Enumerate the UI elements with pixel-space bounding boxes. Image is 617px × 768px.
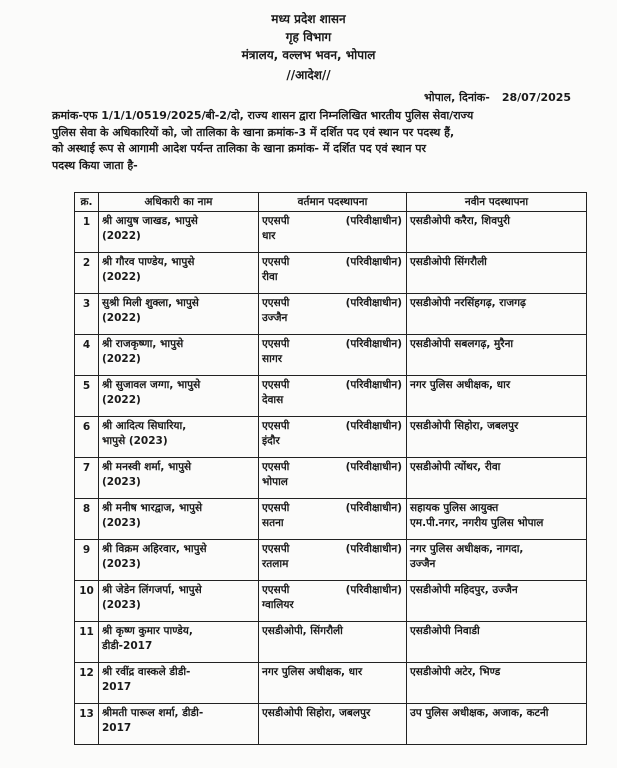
current-post: एएसपी (262, 297, 290, 309)
current-posting-cell (259, 212, 407, 253)
officer-service-year: (2023) (102, 476, 141, 488)
serial-number (75, 376, 99, 417)
new-posting-cell (407, 540, 587, 581)
serial-number (75, 417, 99, 458)
current-location: भोपाल (262, 476, 288, 488)
officer-name: श्री जेडेन लिंगजर्पा, भापुसे (102, 584, 202, 596)
new-post: नगर पुलिस अधीक्षक, धार (410, 379, 511, 391)
officer-name: श्री सुजावल जग्गा, भापुसे (102, 379, 201, 391)
serial-number-text: 4 (82, 339, 91, 351)
officer-name-cell (99, 294, 259, 335)
probation-note: (परिवीक्षाधीन) (345, 215, 402, 227)
probation-note: (परिवीक्षाधीन) (345, 502, 402, 514)
officer-name-cell (99, 376, 259, 417)
officer-name: श्री रवींद्र वास्कले डीडी- (102, 666, 191, 678)
current-posting-cell (259, 458, 407, 499)
serial-number (75, 253, 99, 294)
officer-name: श्रीमती पारूल शर्मा, डीडी- (102, 707, 204, 719)
new-post-location: एम.पी.नगर, नगरीय पुलिस भोपाल (410, 517, 544, 529)
officer-name: श्री विक्रम अहिरवार, भापुसे (102, 543, 207, 555)
serial-number (75, 458, 99, 499)
table-row (75, 253, 587, 294)
serial-number (75, 663, 99, 704)
current-location: धार (262, 230, 276, 242)
officer-name: श्री मनस्वी शर्मा, भापुसे (102, 461, 192, 473)
new-post: एसडीओपी सिहोरा, जबलपुर (410, 420, 519, 432)
new-posting-cell (407, 294, 587, 335)
new-posting-cell (407, 212, 587, 253)
new-post: एसडीओपी नरसिंहगढ़, राजगढ़ (410, 297, 526, 309)
serial-number-text: 7 (82, 462, 91, 474)
current-post: एसडीओपी सिहोरा, जबलपुर (262, 707, 371, 719)
serial-number (75, 212, 99, 253)
officer-name: श्री गौरव पाण्डेय, भापुसे (102, 256, 195, 268)
probation-note: (परिवीक्षाधीन) (345, 461, 402, 473)
table-row (75, 704, 587, 745)
new-post: एसडीओपी सबलगढ़, मुरैना (410, 338, 514, 350)
current-posting-cell (259, 663, 407, 704)
current-posting-cell (259, 376, 407, 417)
header-officer-name: अधिकारी का नाम (99, 193, 259, 212)
probation-note: (परिवीक्षाधीन) (345, 338, 402, 350)
serial-number (75, 704, 99, 745)
new-posting-cell (407, 253, 587, 294)
officer-service-year: (2022) (102, 230, 141, 242)
current-posting-cell (259, 622, 407, 663)
officer-name-cell (99, 499, 259, 540)
new-posting-cell (407, 376, 587, 417)
intro-line-1: क्रमांक-एफ 1/1/1/0519/2025/बी-2/दो, राज्य शासन द्वारा निम्नलिखित भारतीय पुलिस सेवा/राज्य (52, 109, 474, 122)
officer-name-cell (99, 335, 259, 376)
officer-name: श्री मनीष भारद्वाज, भापुसे (102, 502, 203, 514)
current-posting-cell (259, 294, 407, 335)
header-serial: क्र. (75, 193, 99, 212)
serial-number-text: 6 (82, 421, 91, 433)
new-post: एसडीओपी अटेर, भिण्ड (410, 666, 501, 678)
current-post: एसडीओपी, सिंगरौली (262, 625, 343, 637)
officer-service-year: (2023) (102, 517, 141, 529)
officer-name-cell (99, 704, 259, 745)
officer-service-year: भापुसे (2023) (102, 435, 168, 447)
current-posting-cell (259, 253, 407, 294)
govt-name: मध्य प्रदेश शासन (271, 12, 346, 26)
current-posting-cell (259, 417, 407, 458)
new-posting-cell (407, 581, 587, 622)
serial-number-text: 2 (82, 257, 91, 269)
header-new-posting: नवीन पदस्थापना (407, 193, 587, 212)
current-post: एएसपी (262, 502, 290, 514)
officer-name-cell (99, 581, 259, 622)
probation-note: (परिवीक्षाधीन) (345, 297, 402, 309)
intro-line-3: को अस्थाई रूप से आगामी आदेश पर्यन्त तालिका के खाना क्रमांक- में दर्शित पद एवं स्थान पर (52, 142, 427, 155)
officer-service-year: 2017 (102, 722, 132, 734)
current-posting-cell (259, 581, 407, 622)
officer-service-year: 2017 (102, 681, 132, 693)
serial-number (75, 581, 99, 622)
officer-name: श्री कृष्ण कुमार पाण्डेय, (102, 625, 193, 637)
new-post: एसडीओपी महिदपुर, उज्जैन (410, 584, 518, 596)
current-location: देवास (262, 394, 284, 406)
officer-service-year: (2023) (102, 599, 141, 611)
current-location: इंदौर (262, 435, 280, 447)
current-posting-cell (259, 499, 407, 540)
serial-number-text: 8 (82, 503, 91, 515)
serial-number (75, 622, 99, 663)
serial-number-text: 3 (82, 298, 91, 310)
serial-number-text: 1 (82, 216, 91, 228)
officer-service-year: (2022) (102, 353, 141, 365)
office-address: मंत्रालय, वल्लभ भवन, भोपाल (241, 48, 376, 62)
probation-note: (परिवीक्षाधीन) (345, 584, 402, 596)
order-intro-text (52, 108, 587, 174)
officer-name-cell (99, 212, 259, 253)
serial-number (75, 294, 99, 335)
officer-name: श्री राजकृष्णा, भापुसे (102, 338, 184, 350)
table-row (75, 417, 587, 458)
table-row (75, 458, 587, 499)
intro-line-2: पुलिस सेवा के अधिकारियों को, जो तालिका के खाना क्रमांक-3 में दर्शित पद एवं स्थान पर पदस्थ हैं, (52, 125, 455, 139)
officer-service-year: डीडी-2017 (102, 640, 153, 652)
table-row (75, 663, 587, 704)
officer-service-year: (2022) (102, 271, 141, 283)
transfer-table (74, 192, 587, 745)
serial-number-text: 9 (82, 544, 91, 556)
current-post: एएसपी (262, 461, 290, 473)
table-row (75, 581, 587, 622)
new-post: नगर पुलिस अधीक्षक, नागदा, (410, 543, 524, 555)
serial-number-text: 10 (79, 585, 94, 597)
probation-note: (परिवीक्षाधीन) (345, 379, 402, 391)
officer-service-year: (2022) (102, 394, 141, 406)
new-post: एसडीओपी सिंगरौली (410, 256, 487, 268)
header-current-posting: वर्तमान पदस्थापना (259, 193, 407, 212)
table-header-row (75, 193, 587, 212)
officer-name-cell (99, 458, 259, 499)
serial-number (75, 540, 99, 581)
new-posting-cell (407, 622, 587, 663)
date-label: भोपाल, दिनांक- (424, 91, 490, 104)
officer-service-year: (2023) (102, 558, 141, 570)
new-post: सहायक पुलिस आयुक्त (410, 502, 499, 514)
probation-note: (परिवीक्षाधीन) (345, 420, 402, 432)
probation-note: (परिवीक्षाधीन) (345, 543, 402, 555)
officer-name-cell (99, 253, 259, 294)
officer-name: श्री आदित्य सिघारिया, (102, 420, 187, 432)
current-location: सतना (262, 517, 284, 529)
current-post: नगर पुलिस अधीक्षक, धार (262, 666, 363, 678)
current-location: रतलाम (262, 558, 289, 570)
current-location: रीवा (262, 271, 278, 283)
current-location: सागर (262, 353, 283, 365)
new-post: एसडीओपी त्योंथर, रीवा (410, 461, 501, 473)
table-row (75, 294, 587, 335)
date-value: 28/07/2025 (501, 91, 572, 104)
new-posting-cell (407, 499, 587, 540)
new-posting-cell (407, 704, 587, 745)
new-posting-cell (407, 417, 587, 458)
officer-name: सुश्री मिली शुक्ला, भापुसे (102, 297, 199, 309)
officer-service-year: (2022) (102, 312, 141, 324)
new-post-location: उज्जैन (410, 558, 436, 570)
officer-name: श्री आयुष जाखड, भापुसे (102, 215, 198, 227)
current-location: ग्वालियर (262, 599, 294, 611)
current-post: एएसपी (262, 215, 290, 227)
serial-number (75, 499, 99, 540)
current-post: एएसपी (262, 338, 290, 350)
order-heading: //आदेश// (286, 68, 331, 82)
table-row (75, 540, 587, 581)
new-post: एसडीओपी निवाडी (410, 625, 480, 637)
serial-number-text: 5 (82, 380, 91, 392)
current-post: एएसपी (262, 584, 290, 596)
new-posting-cell (407, 335, 587, 376)
table-row (75, 376, 587, 417)
officer-name-cell (99, 622, 259, 663)
new-posting-cell (407, 458, 587, 499)
serial-number-text: 12 (79, 667, 94, 679)
department-name: गृह विभाग (285, 30, 332, 44)
new-post: एसडीओपी करैरा, शिवपुरी (410, 215, 511, 227)
current-posting-cell (259, 704, 407, 745)
table-row (75, 335, 587, 376)
officer-name-cell (99, 663, 259, 704)
new-posting-cell (407, 663, 587, 704)
current-post: एएसपी (262, 420, 290, 432)
current-post: एएसपी (262, 543, 290, 555)
current-posting-cell (259, 540, 407, 581)
table-row (75, 212, 587, 253)
current-posting-cell (259, 335, 407, 376)
officer-name-cell (99, 540, 259, 581)
current-location: उज्जैन (262, 312, 288, 324)
new-post: उप पुलिस अधीक्षक, अजाक, कटनी (410, 707, 549, 719)
serial-number-text: 11 (79, 626, 94, 638)
serial-number-text: 13 (79, 708, 94, 720)
serial-number (75, 335, 99, 376)
order-date (424, 90, 571, 105)
current-post: एएसपी (262, 379, 290, 391)
officer-name-cell (99, 417, 259, 458)
current-post: एएसपी (262, 256, 290, 268)
table-row (75, 622, 587, 663)
probation-note: (परिवीक्षाधीन) (345, 256, 402, 268)
intro-line-4: पदस्थ किया जाता है- (52, 158, 138, 172)
table-row (75, 499, 587, 540)
